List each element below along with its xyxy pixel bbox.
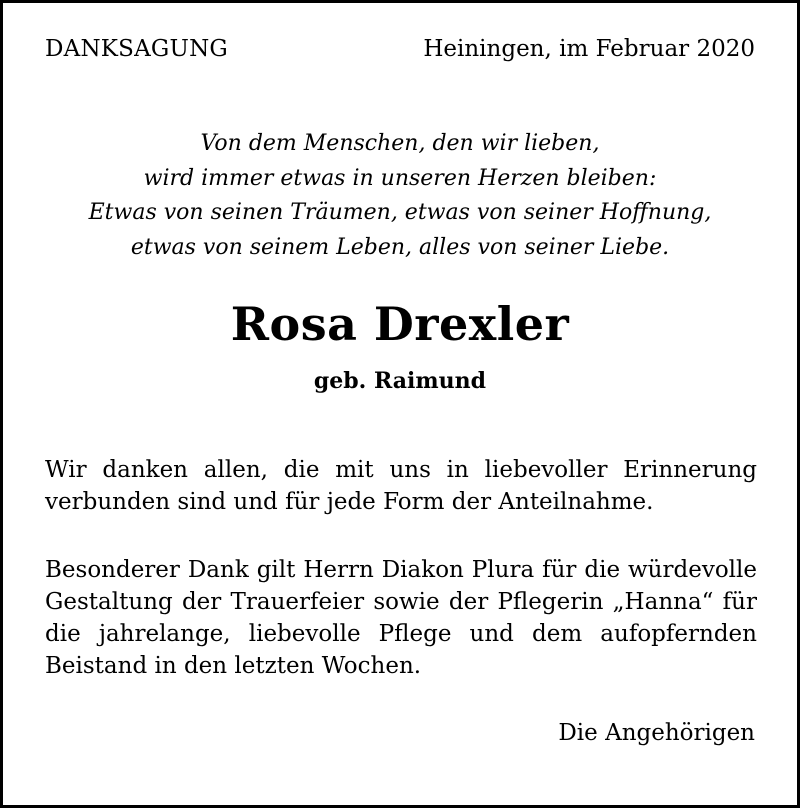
paragraph-line: Beistand in den letzten Wochen. — [45, 653, 422, 679]
notice-label: DANKSAGUNG — [45, 36, 228, 62]
deceased-name: Rosa Drexler — [230, 297, 570, 351]
thanks-paragraph — [45, 454, 757, 518]
paragraph-line: die jahrelange, liebevolle Pflege und dem aufopfernden — [45, 621, 757, 647]
maiden-name: geb. Raimund — [313, 368, 487, 394]
paragraph-line: Wir danken allen, die mit uns in liebevoller Erinnerung — [45, 457, 757, 483]
paragraph-line: Besonderer Dank gilt Herrn Diakon Plura für die würdevolle — [45, 557, 757, 583]
closing-signature: Die Angehörigen — [558, 720, 755, 746]
paragraph-line: Gestaltung der Trauerfeier sowie der Pflegerin „Hanna“ für — [45, 589, 757, 615]
special-thanks-paragraph — [45, 554, 757, 682]
poem-line: wird immer etwas in unseren Herzen bleiben: — [143, 165, 657, 191]
poem — [43, 127, 757, 265]
paragraph-line: verbunden sind und für jede Form der Anteilnahme. — [45, 489, 654, 515]
poem-line: Von dem Menschen, den wir lieben, — [200, 131, 600, 156]
poem-line: Etwas von seinen Träumen, etwas von seiner Hoffnung, — [88, 200, 712, 225]
place-date: Heiningen, im Februar 2020 — [423, 36, 755, 62]
poem-line: etwas von seinem Leben, alles von seiner Liebe. — [130, 234, 670, 260]
